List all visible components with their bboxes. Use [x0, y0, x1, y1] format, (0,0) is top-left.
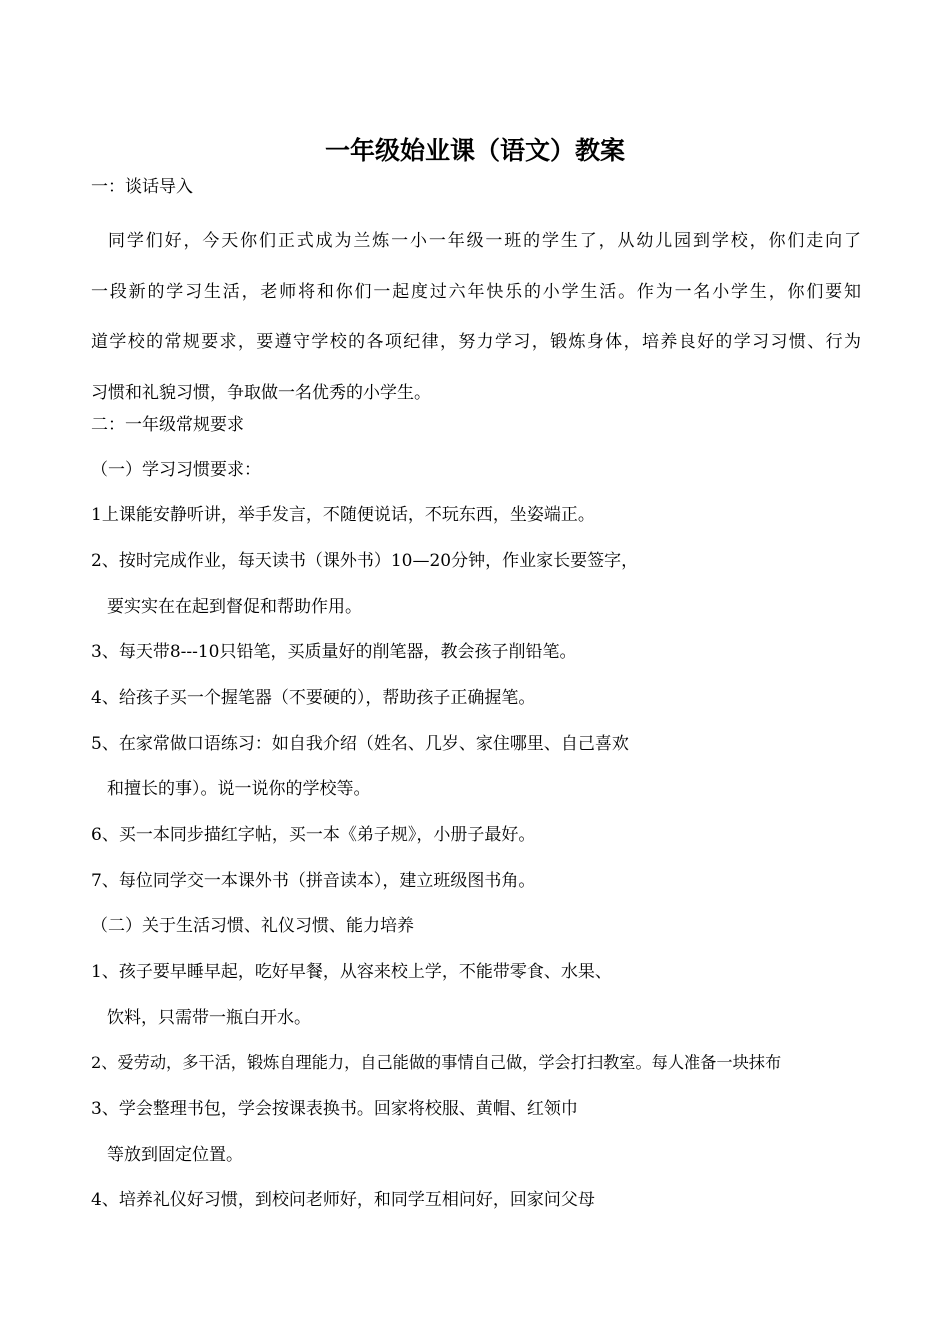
list-item-continuation: 饮料，只需带一瓶白开水。 [107, 1008, 311, 1028]
paragraph-line: 道学校的常规要求，要遵守学校的各项纪律，努力学习，锻炼身体，培养良好的学习习惯、行为 [91, 332, 861, 352]
subsection-heading-study: （一）学习习惯要求： [91, 460, 261, 480]
list-item: 3、学会整理书包，学会按课表换书。回家将校服、黄帽、红领巾 [91, 1099, 578, 1119]
paragraph-line: 习惯和礼貌习惯，争取做一名优秀的小学生。 [91, 382, 431, 403]
list-item-continuation: 要实实在在起到督促和帮助作用。 [107, 597, 362, 617]
list-item: 5、在家常做口语练习：如自我介绍（姓名、几岁、家住哪里、自己喜欢 [91, 734, 629, 754]
list-item: 4、培养礼仪好习惯，到校问老师好，和同学互相问好，回家问父母 [91, 1190, 595, 1210]
list-item: 7、每位同学交一本课外书（拼音读本），建立班级图书角。 [91, 871, 536, 891]
list-item: 3、每天带8---10只铅笔，买质量好的削笔器，教会孩子削铅笔。 [91, 642, 577, 662]
list-item: 4、给孩子买一个握笔器（不要硬的），帮助孩子正确握笔。 [91, 688, 536, 708]
paragraph-line: 一段新的学习生活，老师将和你们一起度过六年快乐的小学生活。作为一名小学生，你们要知 [91, 281, 861, 302]
intro-paragraph [91, 216, 861, 418]
list-item: 2、按时完成作业，每天读书（课外书）10—20分钟，作业家长要签字， [91, 551, 639, 571]
list-item: 2、爱劳动，多干活，锻炼自理能力，自己能做的事情自己做，学会打扫教室。每人准备一块抹布 [91, 1053, 782, 1072]
section-heading-intro: 一：谈话导入 [91, 177, 193, 197]
list-item-continuation: 等放到固定位置。 [107, 1145, 243, 1165]
page-title: 一年级始业课（语文）教案 [324, 136, 625, 165]
list-item-continuation: 和擅长的事）。说一说你的学校等。 [107, 779, 371, 799]
list-item: 1上课能安静听讲，举手发言，不随便说话，不玩东西，坐姿端正。 [91, 505, 595, 525]
subsection-heading-life: （二）关于生活习惯、礼仪习惯、能力培养 [91, 916, 414, 936]
section-heading-requirements: 二：一年级常规要求 [91, 415, 244, 435]
paragraph-line: 同学们好，今天你们正式成为兰炼一小一年级一班的学生了，从幼儿园到学校，你们走向了 [108, 231, 861, 251]
list-item: 6、买一本同步描红字帖，买一本《弟子规》，小册子最好。 [91, 825, 536, 845]
list-item: 1、孩子要早睡早起，吃好早餐，从容来校上学，不能带零食、水果、 [91, 962, 612, 982]
